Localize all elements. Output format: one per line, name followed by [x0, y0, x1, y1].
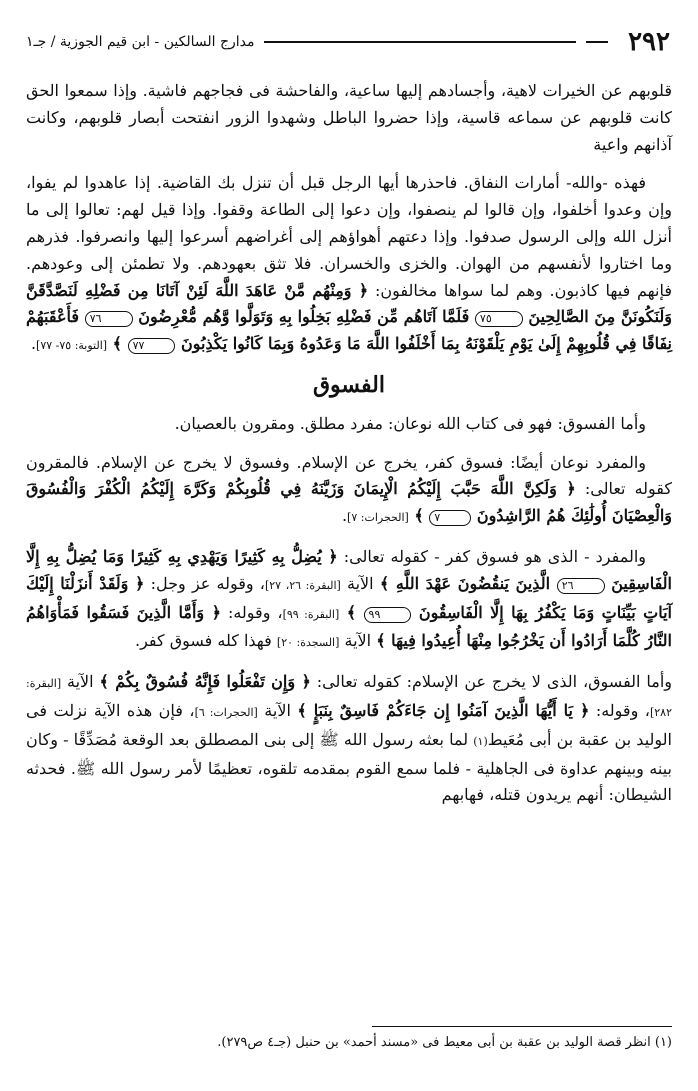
quran-quote: ﴿ وَمِنْهُم مَّنْ عَاهَدَ اللَّهَ لَئِنْ آتَانَا مِن فَضْلِهِ لَنَصَّدَّقَنَّ وَلَنَكُونَنَّ مِنَ الصَّالِحِينَ — [26, 280, 672, 327]
ayah-number: ٧ — [429, 510, 471, 526]
paragraph — [26, 669, 672, 809]
text-span: الآية — [61, 672, 100, 692]
paragraph — [26, 78, 672, 158]
ayah-number: ٢٦ — [557, 578, 605, 594]
text-span: ، وقوله: — [220, 602, 283, 622]
quran-quote: ﴾ — [408, 506, 430, 526]
paragraph — [26, 544, 672, 657]
text-span: وأما الفسوق: فهو فى كتاب الله نوعان: مفرد مطلق. ومقرون بالعصيان. — [174, 413, 646, 433]
paragraph — [26, 411, 672, 438]
running-title: مدارج السالكين - ابن قيم الجوزية / جـ١ — [26, 34, 255, 50]
text-span: وأما الفسوق، الذى لا يخرج عن الإسلام: كقوله تعالى: — [310, 672, 672, 692]
quran-quote: ﴾ — [107, 334, 128, 354]
paragraph — [26, 450, 672, 532]
text-span: الآية — [257, 700, 298, 720]
citation: [الحجرات: ٦] — [194, 705, 258, 719]
citation: [البقرة: ٢٨٢] — [26, 677, 672, 719]
citation: [التوبة: ٧٥- ٧٧] — [36, 339, 108, 353]
quran-quote: فَلَمَّا آتَاهُم مِّن فَضْلِهِ بَخِلُوا بِهِ وَتَوَلَّوا وَّهُم مُّعْرِضُونَ — [132, 307, 475, 327]
text-span: الآية — [340, 573, 380, 593]
quran-quote: ﴿ يُضِلُّ بِهِ كَثِيرًا وَيَهْدِي بِهِ كَثِيرًا وَمَا يُضِلُّ بِهِ إِلَّا الْفَاسِقِينَ — [26, 546, 673, 593]
citation: (١) — [473, 734, 488, 748]
text-span: . — [341, 506, 348, 526]
citation: [الحجرات: ٧] — [347, 511, 409, 525]
section-title — [26, 372, 672, 399]
quran-quote: ﴿ وَأَمَّا الَّذِينَ فَسَقُوا فَمَأْوَاهُمُ النَّارُ كُلَّمَا أَرَادُوا أَن يَخْرُجُوا مِنْهَا أُعِيدُوا فِيهَا ﴾ — [26, 602, 672, 651]
ayah-number: ٧٥ — [475, 311, 523, 327]
ayah-number: ٩٩ — [364, 607, 412, 623]
footnote-separator — [372, 1026, 672, 1027]
quran-quote: ﴿ وَإِن تَفْعَلُوا فَإِنَّهُ فُسُوقٌ بِكُمْ ﴾ — [99, 672, 311, 692]
quran-quote: فَأَعْقَبَهُمْ نِفَاقًا فِي قُلُوبِهِمْ إِلَىٰ يَوْمِ يَلْقَوْنَهُ بِمَا أَخْلَفُوا اللَّهَ مَا وَعَدُوهُ وَبِمَا كَانُوا يَكْذِبُونَ — [26, 307, 672, 354]
citation: [البقرة: ٩٩] — [282, 607, 340, 621]
section-title-text: الفسوق — [312, 371, 385, 398]
header-dash — [586, 41, 608, 43]
citation: [السجدة: ٢٠] — [276, 636, 340, 650]
text-span: الآية — [339, 631, 377, 651]
text-span: لما بعثه رسول الله ﷺ إلى بنى المصطلق بعد الوقعة مُصَدِّقًا - وكان بينه وبينهم عداوة فى الجاهلية - فلما سمع القوم بمقدمه تلقوه، تعظيمًا لأمر رسول الله ﷺ. فحدثه الشيطان: أنهم يريدون قتله، فهابهم — [26, 729, 672, 805]
page-number: ٢٩٢ — [628, 27, 670, 57]
quran-quote: ﴿ وَلَكِنَّ اللَّهَ حَبَّبَ إِلَيْكُمُ الْإِيمَانَ وَزَيَّنَهُ فِي قُلُوبِكُمْ وَكَرَّهَ إِلَيْكُمُ الْكُفْرَ وَالْفُسُوقَ وَالْعِصْيَانَ أُولَٰئِكَ هُمُ الرَّاشِدُونَ — [26, 479, 672, 526]
text-span: . — [30, 334, 37, 354]
citation: [البقرة: ٢٦، ٢٧] — [264, 578, 341, 592]
quran-quote: الَّذِينَ يَنقُضُونَ عَهْدَ اللَّهِ ﴾ — [379, 573, 557, 593]
ayah-number: ٧٦ — [85, 311, 133, 327]
text-span: ، فإن هذه الآية نزلت فى الوليد بن عقبة بن أبى مُعَيط — [26, 700, 672, 749]
text-span: والمفرد نوعان أيضًا: فسوق كفر، يخرج عن الإسلام. وفسوق لا يخرج عن الإسلام. فالمقرون كقوله تعالى: — [26, 452, 673, 499]
ayah-number: ٧٧ — [128, 338, 176, 354]
quran-quote: ﴿ يَا أَيُّهَا الَّذِينَ آمَنُوا إِن جَاءَكُمْ فَاسِقٌ بِنَبَإٍ ﴾ — [297, 700, 590, 720]
page-header — [26, 22, 676, 62]
header-rule-line — [264, 41, 576, 43]
quran-quote: ﴿ وَلَقَدْ أَنزَلْنَا إِلَيْكَ آيَاتٍ بَيِّنَاتٍ وَمَا يَكْفُرُ بِهَا إِلَّا الْفَاسِقُونَ — [26, 573, 672, 622]
footnote: (١) انظر قصة الوليد بن عقبة بن أبى معيط فى «مسند أحمد» بن حنبل (جـ٤ ص٢٧٩). — [217, 1035, 672, 1050]
text-span: ، وقوله عز وجل: — [144, 573, 265, 593]
text-span: والمفرد - الذى هو فسوق كفر - كقوله تعالى: — [337, 546, 647, 566]
text-span: قلوبهم عن الخيرات لاهية، وأجسادهم إليها ساعية، والفاحشة فى فجاجهم فاشية. وإذا سمعوا الحق كانت قلوبهم عن سماعه قاسية، وإذا حضروا الباطل وشهدوا الزور انفتحت أبصار قلوبهم، وكانت آذانهم واعية — [26, 81, 673, 154]
main-text — [26, 78, 672, 821]
quran-quote: ﴾ — [339, 602, 364, 622]
paragraph — [26, 170, 672, 360]
text-span: ، وقوله: — [589, 700, 650, 720]
text-span: فهذه -والله- أمارات النفاق. فاحذرها أيها الرجل قبل أن تنزل بك القاضية. إذا عاهدوا لم يفوا، وإن وعدوا أخلفوا، وإن قالوا لم ينصفوا، وإن دعوا إلى الطاعة وقفوا. وإذا قيل لهم: تعالوا إلى ما أنزل الله وإلى الرسول صدفوا. وإذا دعتهم أهواؤهم إلى أغراضهم أسرعوا إليها وانصرفوا. فذرهم وما اختاروا لأنفسهم من الهوان. والخزى والخسران. فلا تثق بعهودهم. ولا تطمئن إلى وعودهم. فإنهم فيها كاذبون. وهم لما سواها مخالفون: — [26, 173, 673, 300]
text-span: فهذا كله فسوق كفر. — [134, 631, 277, 651]
